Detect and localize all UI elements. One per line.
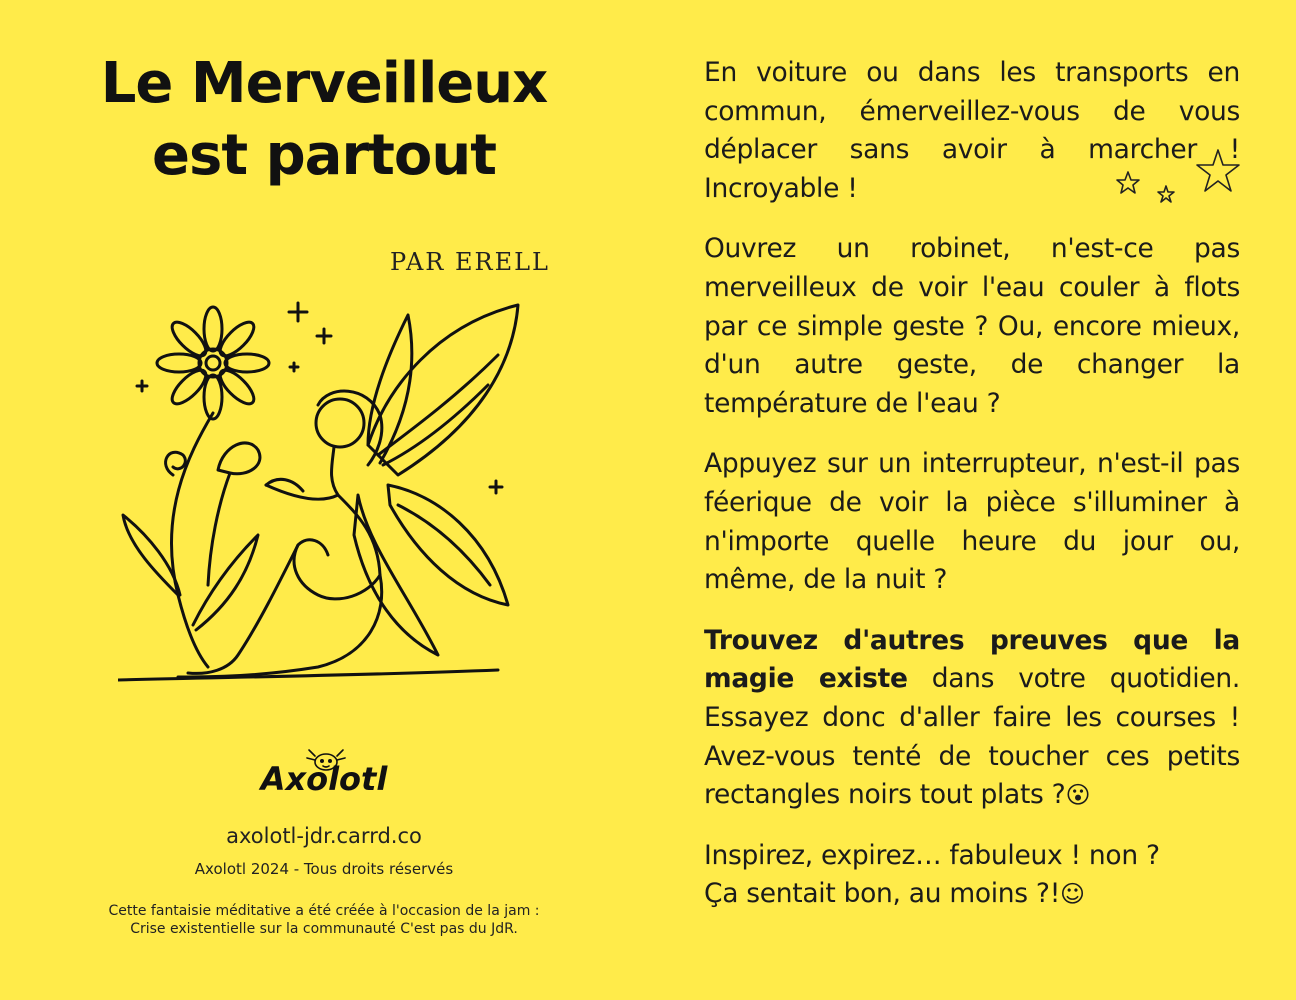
website-link[interactable]: axolotl-jdr.carrd.co	[226, 824, 422, 848]
paragraph-5-line-2: Ça sentait bon, au moins ?!	[704, 878, 1061, 910]
paragraph-3: Appuyez sur un interrupteur, n'est-il pas féerique de voir la pièce s'illuminer à n'importe quelle heure du jour ou, même, de la nuit ?	[704, 448, 1240, 596]
paragraph-1: En voiture ou dans les transports en commun, émerveillez-vous de vous déplacer sans avoir à marcher ! Incroyable !	[704, 57, 1240, 204]
copyright-notice: Axolotl 2024 - Tous droits réservés	[194, 860, 454, 878]
credits-notice	[40, 902, 608, 938]
author-byline: PAR ERELL	[390, 248, 550, 276]
title-line-2: est partout	[152, 123, 496, 188]
fairy-flower-illustration	[118, 295, 538, 695]
paragraph-4-bold: Trouvez d'autres preuves que la magie existe	[704, 624, 1240, 695]
credits-line-2: Crise existentielle sur la communauté C'est pas du JdR.	[130, 921, 518, 937]
paragraph-2: Ouvrez un robinet, n'est-ce pas merveilleux de voir l'eau couler à flots par ce simple geste ? Ou, encore mieux, d'un autre geste, de changer la température de l'eau ?	[704, 233, 1240, 419]
page-title	[40, 48, 608, 192]
paragraph-5-line-1: Inspirez, expirez… fabuleux ! non ?	[704, 839, 1160, 871]
surprised-emoji-icon: 😮	[1065, 781, 1091, 810]
title-line-1: Le Merveilleux	[100, 51, 548, 116]
paragraph-4-rest: dans votre quotidien. Essayez donc d'aller faire les courses ! Avez-vous tenté de toucher ces petits rectangles noirs tout plats ?	[704, 663, 1240, 811]
axolotl-logo	[224, 742, 424, 806]
paragraph-5	[704, 837, 1240, 914]
brand-name: Axolotl	[260, 760, 388, 798]
credits-line-1: Cette fantaisie méditative a été créée à l'occasion de la jam :	[108, 903, 540, 919]
smiley-emoji-icon: ☺	[1060, 880, 1085, 909]
paragraph-4	[704, 622, 1240, 815]
stars-icon	[1112, 148, 1246, 210]
